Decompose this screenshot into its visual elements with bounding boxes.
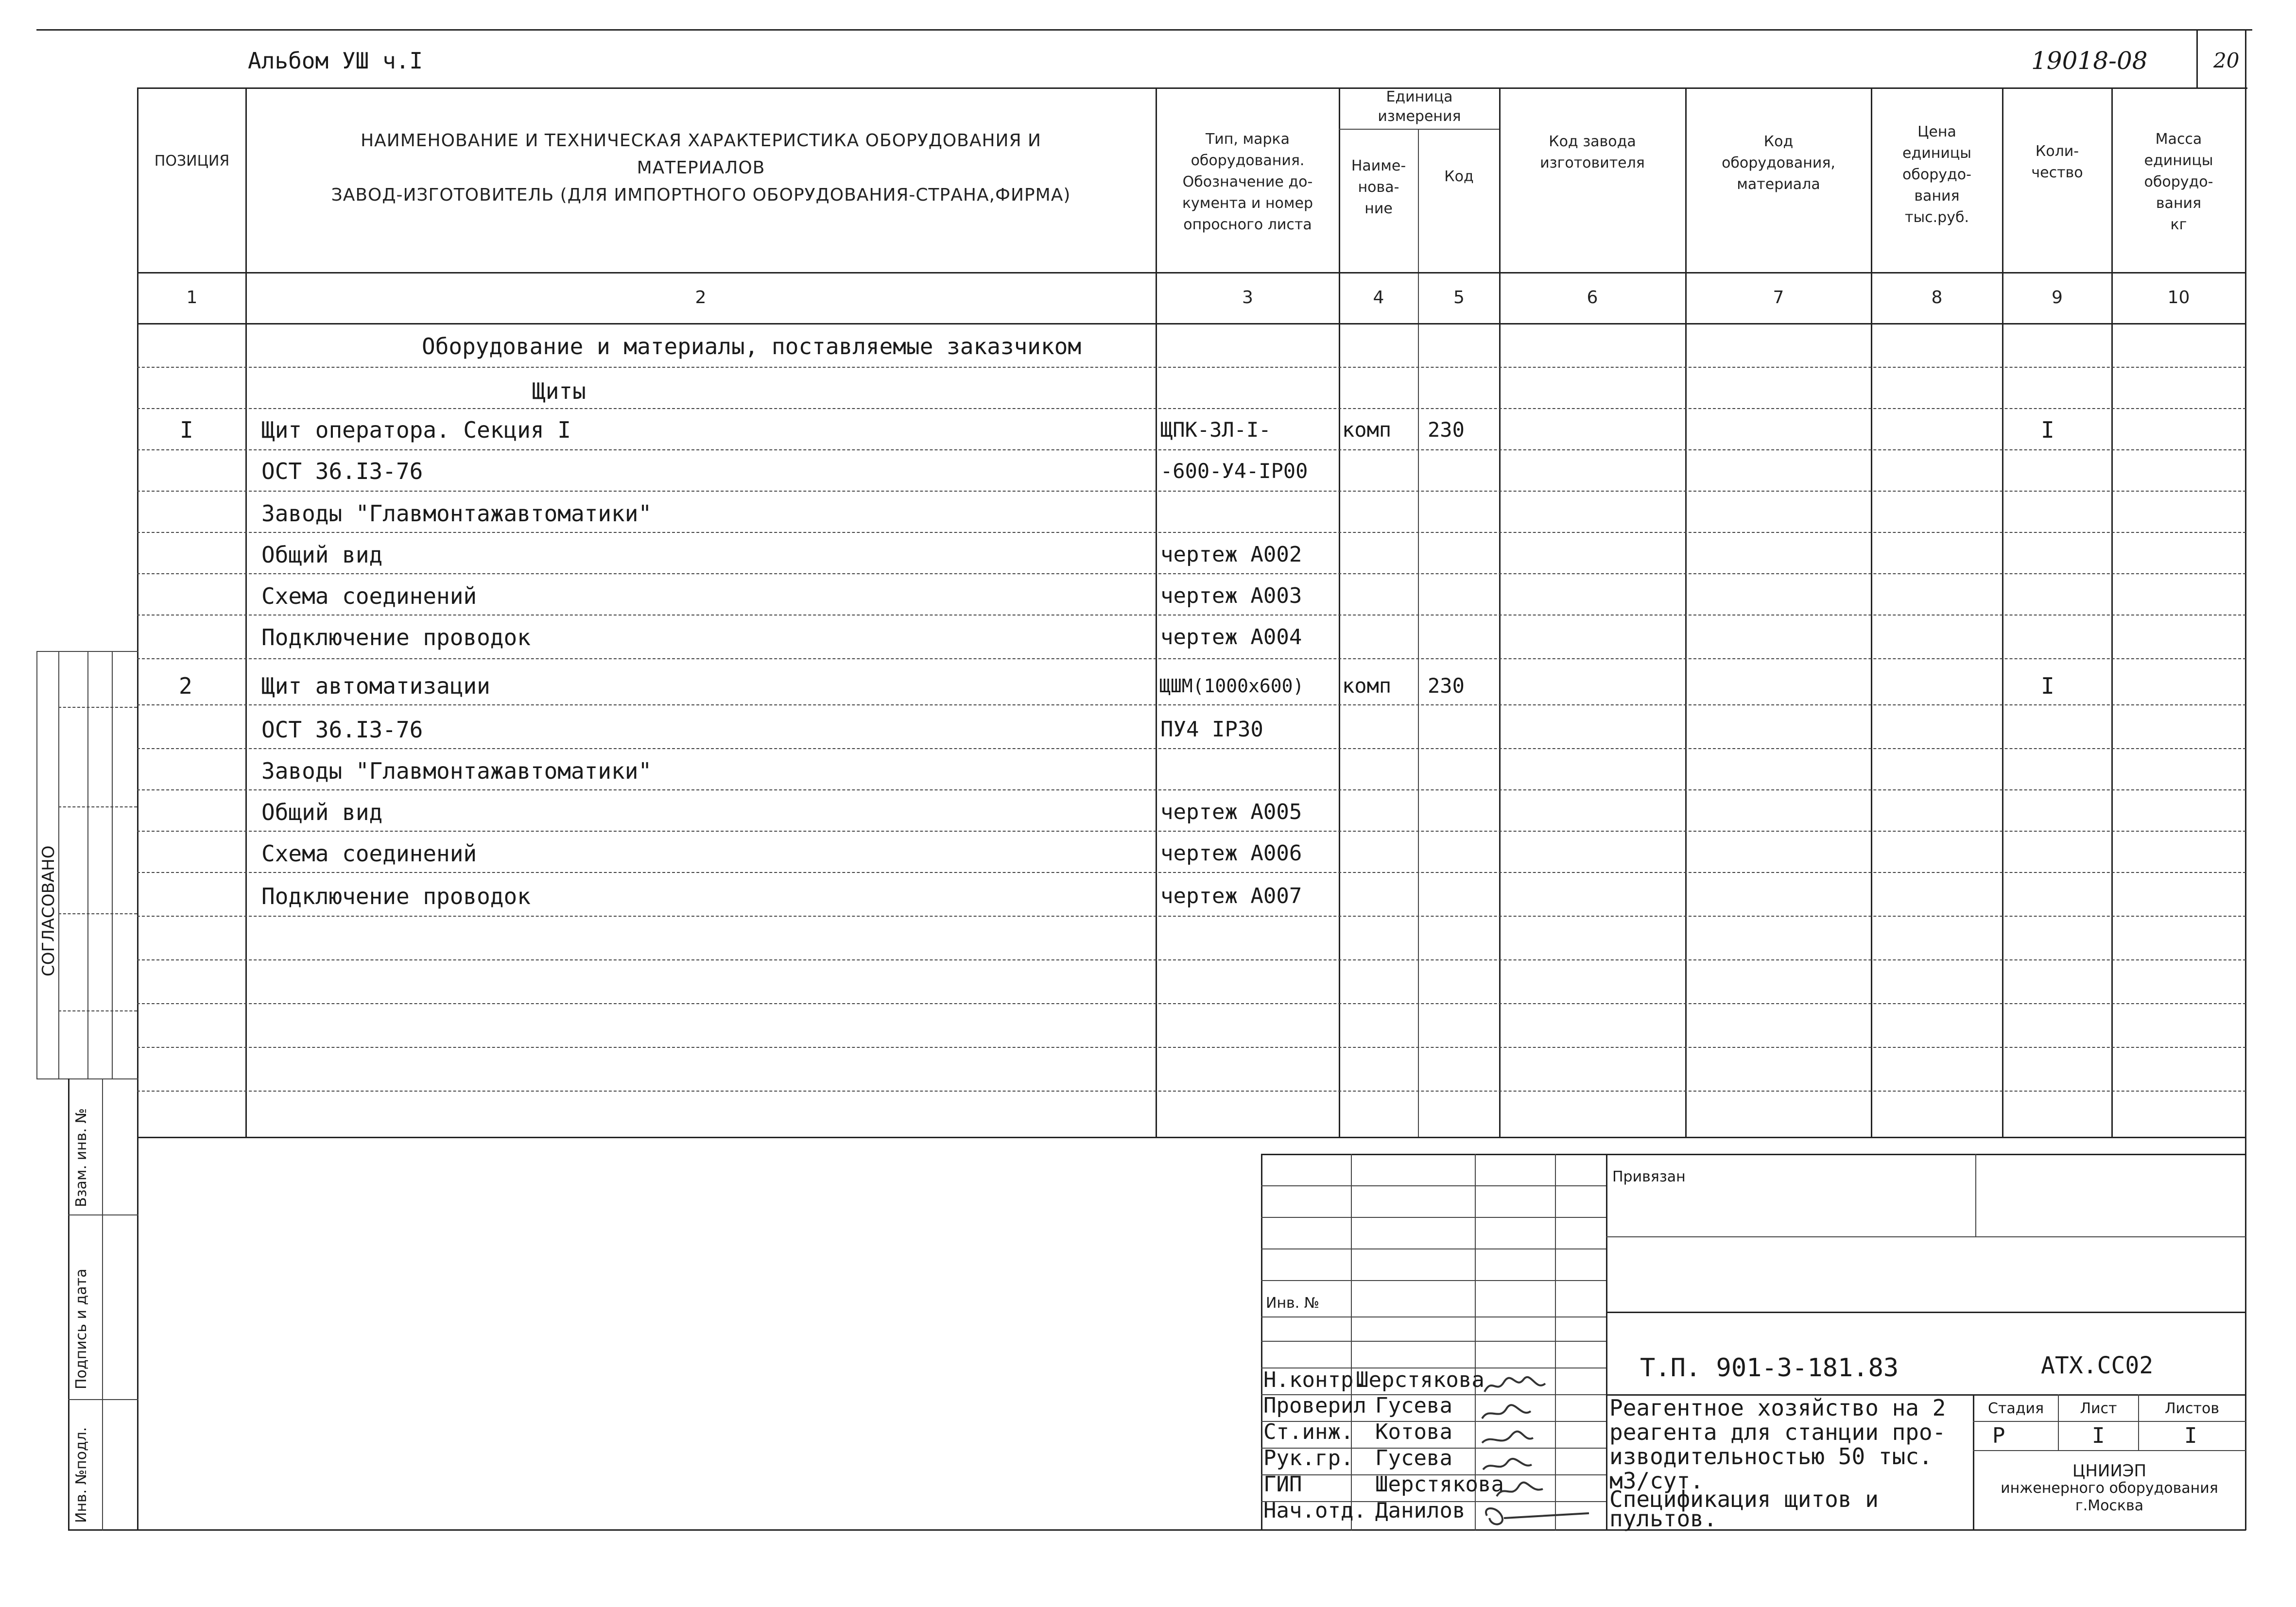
row-name: Заводы "Главмонтажавтоматики" — [261, 758, 652, 784]
role-ruk-gr: Рук.гр. — [1263, 1446, 1354, 1470]
row-name: Щит автоматизации — [261, 673, 490, 699]
column-number: 8 — [1931, 288, 1943, 308]
sheet-value: I — [2092, 1423, 2105, 1448]
row-name: Общий вид — [261, 542, 383, 568]
header-type: Тип, марка оборудования. Обозначение до- кумента и номер опросного листа — [1182, 131, 1313, 233]
inv-no-label: Инв. № — [1266, 1295, 1320, 1312]
row-name: Заводы "Главмонтажавтоматики" — [261, 500, 652, 527]
project-code: Т.П. 901-3-181.83 — [1640, 1353, 1899, 1383]
drawing-number: 19018-08 — [2031, 47, 2148, 75]
inv-podl-label: Инв. №подл. — [73, 1427, 90, 1523]
row-name: ОСТ 36.I3-76 — [261, 458, 423, 484]
column-number: 10 — [2167, 288, 2190, 308]
row-type: ПУ4 IP30 — [1160, 717, 1263, 742]
row-type: чертеж А003 — [1160, 583, 1302, 608]
title-line: изводительностью 50 тыс. — [1609, 1443, 1933, 1470]
header-name: НАИМЕНОВАНИЕ И ТЕХНИЧЕСКАЯ ХАРАКТЕРИСТИКА ОБОРУДОВАНИЯ И МАТЕРИАЛОВ ЗАВОД-ИЗГОТОВИТЕЛЬ (ДЛЯ ИМПОРТНОГО ОБОРУДОВАНИЯ-СТРАНА,ФИРМА) — [331, 131, 1071, 205]
header-unit: Единица измерения — [1378, 88, 1461, 125]
title-line: м3/сут. — [1609, 1468, 1704, 1494]
row-type: ЩПК-ЗЛ-I- — [1160, 418, 1271, 442]
header-unit-name: Наиме- нова- ние — [1351, 157, 1406, 217]
header-mass: Масса единицы оборудо- вания кг — [2144, 131, 2213, 233]
header-equipment-code: Код оборудования, материала — [1722, 133, 1835, 193]
header-unit-code: Код — [1444, 168, 1474, 185]
column-number: 9 — [2052, 288, 2063, 308]
agreed-label: СОГЛАСОВАНО — [39, 845, 58, 976]
column-number: 7 — [1773, 288, 1784, 308]
stage-value: Р — [1992, 1423, 2005, 1448]
header-position: ПОЗИЦИЯ — [154, 153, 230, 170]
row-name: Щит оператора. Секция I — [261, 417, 571, 443]
row-type: чертеж А004 — [1160, 625, 1302, 650]
document-code: АТХ.СС02 — [2041, 1352, 2154, 1379]
title-line: Спецификация щитов и — [1609, 1486, 1879, 1512]
name-n-kontr: Шерстякова — [1356, 1368, 1485, 1392]
header-factory-code: Код завода изготовителя — [1540, 133, 1645, 171]
row-unit: комп — [1342, 674, 1392, 698]
row-name: Общий вид — [261, 799, 383, 825]
title-line: реагента для станции про- — [1609, 1419, 1946, 1445]
name-proveril: Гусева — [1375, 1393, 1452, 1418]
title-line: Реагентное хозяйство на 2 — [1609, 1395, 1946, 1421]
column-number: 5 — [1453, 288, 1465, 308]
signatures-graphic — [1477, 1370, 1608, 1528]
row-type: ЩШМ(1000x600) — [1159, 675, 1304, 697]
row-type: -600-У4-IP00 — [1160, 459, 1308, 483]
row-name: Подключение проводок — [261, 883, 531, 909]
role-st-inzh: Ст.инж. — [1263, 1419, 1354, 1444]
row-position: 2 — [179, 673, 192, 699]
row-quantity: I — [2041, 417, 2054, 443]
sheet-label: Лист — [2080, 1400, 2117, 1417]
row-type: чертеж А002 — [1160, 542, 1302, 567]
stage-label: Стадия — [1987, 1400, 2044, 1417]
title-line: пультов. — [1609, 1505, 1717, 1532]
role-gip: ГИП — [1263, 1472, 1302, 1497]
subsection-title: Щиты — [532, 378, 586, 404]
sheets-label: Листов — [2164, 1400, 2220, 1417]
album-label: Альбом УШ ч.I — [248, 48, 423, 74]
inv-vzam-label: Взам. инв. № — [73, 1108, 90, 1207]
name-ruk-gr: Гусева — [1375, 1446, 1452, 1470]
signature-date-label: Подпись и дата — [73, 1268, 90, 1389]
page-number: 20 — [2213, 49, 2240, 72]
row-name: Схема соединений — [261, 840, 477, 867]
row-name: ОСТ 36.I3-76 — [261, 717, 423, 743]
header-quantity: Коли- чество — [2031, 143, 2083, 181]
row-position: I — [180, 417, 193, 443]
column-number: 1 — [186, 288, 198, 308]
row-type: чертеж А005 — [1160, 800, 1302, 824]
column-number: 6 — [1587, 288, 1598, 308]
name-nach-otd: Данилов — [1375, 1498, 1466, 1523]
row-quantity: I — [2041, 673, 2054, 699]
row-name: Подключение проводок — [261, 624, 531, 650]
row-unit: комп — [1342, 418, 1392, 442]
row-code: 230 — [1428, 418, 1465, 442]
organization: ЦНИИЭП инженерного оборудования г.Москва — [2001, 1461, 2218, 1514]
name-gip: Шерстякова — [1375, 1472, 1504, 1497]
section-title: Оборудование и материалы, поставляемые заказчиком — [422, 333, 1082, 359]
row-type: чертеж А006 — [1160, 841, 1302, 866]
column-number: 3 — [1242, 288, 1253, 308]
sheets-value: I — [2184, 1423, 2197, 1448]
row-code: 230 — [1428, 674, 1465, 698]
role-nach-otd: Нач.отд. — [1263, 1498, 1366, 1523]
column-number: 4 — [1373, 288, 1384, 308]
role-n-kontr: Н.контр. — [1263, 1368, 1366, 1392]
row-type: чертеж А007 — [1160, 884, 1302, 908]
privyazan-label: Привязан — [1612, 1168, 1686, 1185]
name-st-inzh: Котова — [1375, 1419, 1452, 1444]
role-proveril: Проверил — [1263, 1393, 1366, 1418]
column-number: 2 — [695, 288, 707, 308]
header-price: Цена единицы оборудо- вания тыс.руб. — [1902, 123, 1971, 226]
row-name: Схема соединений — [261, 583, 477, 609]
